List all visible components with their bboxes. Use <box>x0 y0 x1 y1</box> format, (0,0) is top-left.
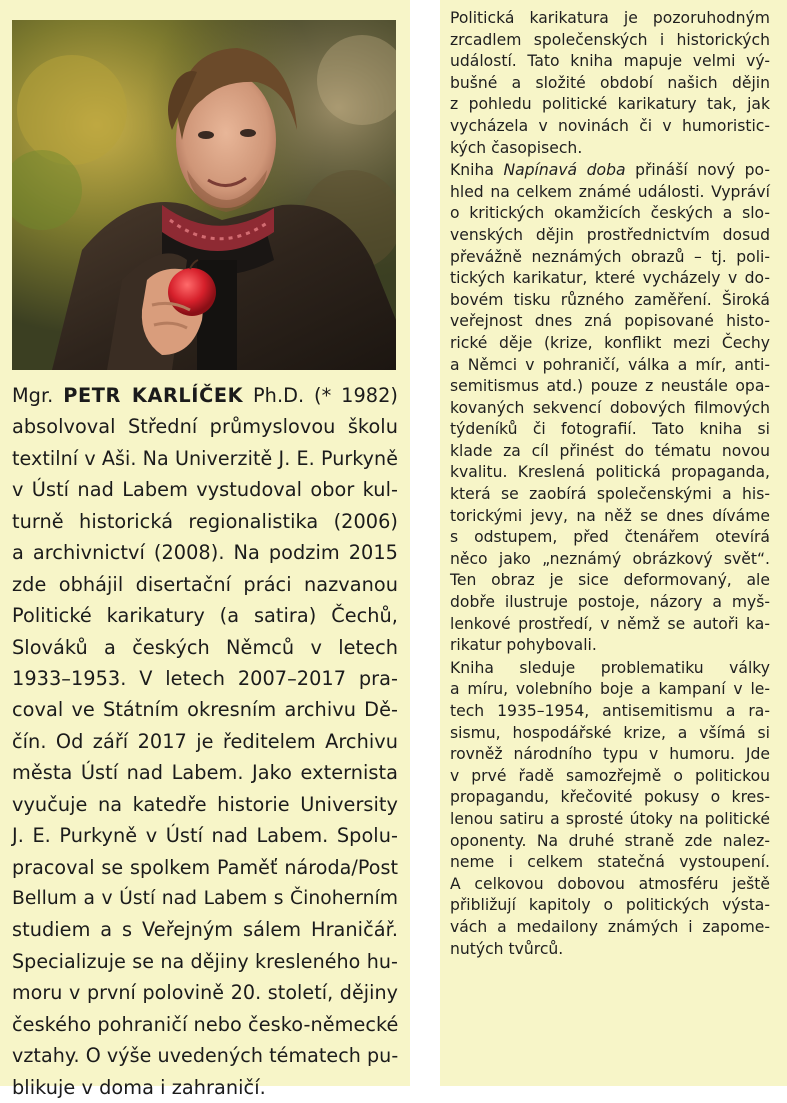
bio-line: města Ústí nad Labem. Jako externista <box>12 761 398 785</box>
page-gutter <box>410 0 440 1086</box>
description-line: týdeníků či fotografií. Tato kniha si <box>450 420 770 439</box>
description-line: a Němci v pohraničí, válka a mír, anti- <box>450 355 770 374</box>
bio-line: J. E. Purkyně v Ústí nad Labem. Spolu- <box>12 824 398 848</box>
bio-line: vyučuje na katedře historie University <box>12 792 398 816</box>
description-paragraph-2 <box>450 160 770 657</box>
bio-line: pracoval se spolkem Paměť národa/Post <box>12 855 398 879</box>
description-line: Politická karikatura je pozoruhodným <box>450 9 770 27</box>
description-line: vách a medailony známých i zapome- <box>450 917 770 936</box>
description-line: Ten obraz je sice deformovaný, ale <box>450 571 770 590</box>
bio-line: coval ve Státním okresním archivu Dě- <box>12 698 398 722</box>
description-line: propagandu, křečovité pokusy o kres- <box>450 788 770 807</box>
description-line: rikatur pohybovali. <box>450 636 597 655</box>
bio-line: studiem a s Veřejným sálem Hraničář. <box>12 918 398 942</box>
author-photo <box>12 20 396 370</box>
bio-name-suffix: Ph.D. (* 1982) <box>243 384 398 407</box>
author-portrait-illustration <box>12 20 396 370</box>
description-line: veřejnost dnes zná popisované histo- <box>450 312 770 331</box>
description-line: v prvé řadě samozřejmě o politickou <box>450 766 770 785</box>
description-line: něco jako „neznámý obrázkový svět“. <box>450 549 770 568</box>
description-line: nutých tvůrců. <box>450 939 564 958</box>
description-line: vycházela v novinách či v humoristic- <box>450 116 770 135</box>
description-line: s odstupem, před čtenářem otevírá <box>450 528 770 547</box>
bio-line-name <box>12 380 398 411</box>
bio-line: českého pohraničí nebo česko-německé <box>12 1012 399 1036</box>
description-line: tech 1935–1954, antisemitismu a ra- <box>450 702 770 720</box>
description-line: o kritických okamžicích českých a slo- <box>450 204 770 223</box>
bio-line: Politické karikatury (a satira) Čechů, <box>12 604 398 628</box>
bio-line: a archivnictví (2008). Na podzim 2015 <box>12 541 398 565</box>
description-line: Kniha sleduje problematiku války <box>450 658 770 677</box>
description-line: lenou satiru a sprosté útoky na politické <box>450 809 770 828</box>
bio-line: 1933–1953. V letech 2007–2017 pra- <box>12 666 398 690</box>
description-title-prefix: Kniha <box>450 161 504 180</box>
bio-line: Specializuje se na dějiny kresleného hu- <box>12 949 398 973</box>
bio-line: zde obhájil disertační práci nazvanou <box>12 572 398 596</box>
bio-name-prefix: Mgr. <box>12 384 64 407</box>
description-line: tických karikatur, které vycházely v do- <box>450 269 770 288</box>
description-line: rovněž národního typu v humoru. Jde <box>450 745 770 764</box>
bio-line: textilní v Aši. Na Univerzitě J. E. Purkyně <box>12 446 398 470</box>
description-line: lenkové prostředí, v němž se autoři ka- <box>450 614 770 633</box>
bio-line: vztahy. O výše uvedených tématech pu- <box>12 1044 399 1068</box>
description-line: z pohledu politické karikatury tak, jak <box>450 95 770 114</box>
description-line: torickými jevy, na něž se dnes díváme <box>450 506 770 525</box>
description-line: která se zaobírá společenskými a his- <box>450 485 770 504</box>
book-description <box>450 8 770 961</box>
description-line: kvalitu. Kreslená politická propaganda, <box>450 463 770 482</box>
description-line: událostí. Tato kniha mapuje velmi vý- <box>450 52 770 71</box>
description-line: sismu, hospodářské krize, a všímá si <box>450 723 770 742</box>
bio-line: čín. Od září 2017 je ředitelem Archivu <box>12 729 398 753</box>
description-line: oponenty. Na druhé straně zde nalez- <box>450 831 770 850</box>
description-line: semitismus atd.) pouze z neustále opa- <box>450 377 770 396</box>
description-line: bušné a složité období našich dějin <box>450 73 770 92</box>
description-line: neme i celkem statečná vystoupení. <box>450 853 770 872</box>
description-line: zrcadlem společenských i historických <box>450 30 770 49</box>
description-paragraph-1 <box>450 8 770 159</box>
description-line: hled na celkem známé události. Vypráví <box>450 182 770 201</box>
description-paragraph-3 <box>450 658 770 960</box>
author-bio <box>12 380 398 1103</box>
description-line-title <box>450 160 770 182</box>
description-line: bovém tisku různého zaměření. Široká <box>450 290 770 309</box>
bio-line: blikuje v doma i zahraničí. <box>12 1075 266 1099</box>
description-line: klade za cíl přinést do tématu novou <box>450 441 770 460</box>
description-line: a míru, volebního boje a kampaní v le- <box>450 680 770 699</box>
description-line: rické děje (krize, konflikt mezi Čechy <box>450 333 770 352</box>
description-line: přibližují kapitoly o politických výsta- <box>450 896 770 915</box>
bio-line: Bellum a v Ústí nad Labem s Činoherním <box>12 888 398 909</box>
bio-line: absolvoval Střední průmyslovou školu <box>12 415 398 439</box>
description-title-suffix: přináší nový po- <box>625 161 770 180</box>
description-line: kých časopisech. <box>450 138 583 157</box>
description-line: venských dějin prostřednictvím dosud <box>450 225 770 244</box>
bio-line: v Ústí nad Labem vystudoval obor kul- <box>12 478 398 502</box>
description-line: A celkovou dobovou atmosféru ještě <box>450 874 770 893</box>
description-line: dobře ilustruje postoje, názory a myš- <box>450 593 770 612</box>
description-line: kovaných sekvencí dobových filmových <box>450 398 770 417</box>
author-name: PETR KARLÍČEK <box>63 384 244 407</box>
book-title: Napínavá doba <box>503 161 626 180</box>
bio-line: Slováků a českých Němců v letech <box>12 635 398 659</box>
description-line: převážně neznámých obrazů – tj. poli- <box>450 247 770 266</box>
bio-line: turně historická regionalistika (2006) <box>12 509 398 533</box>
bio-line: moru v první polovině 20. století, dějiny <box>12 981 398 1005</box>
